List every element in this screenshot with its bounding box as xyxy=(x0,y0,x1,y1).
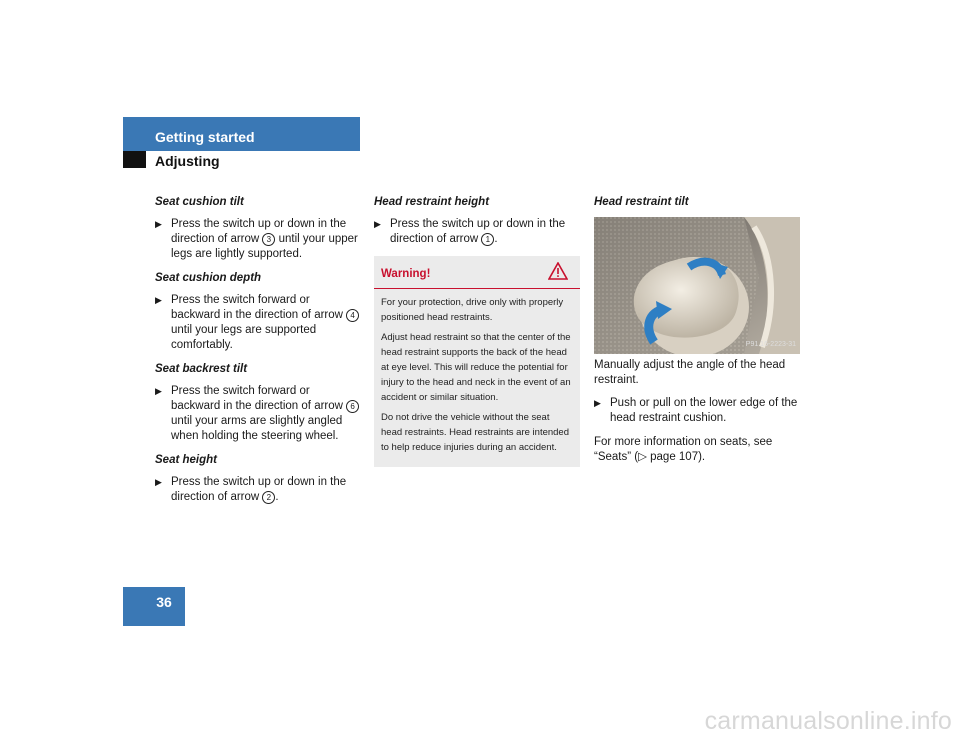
instruction-seat-cushion-depth: ▶ Press the switch forward or backward in the direction of arrow 4 until your legs are supported comfortably. xyxy=(155,293,360,353)
heading-seat-height: Seat height xyxy=(155,454,217,466)
bullet-arrow-icon: ▶ xyxy=(155,477,162,487)
arrow-number-badge: 4 xyxy=(346,309,359,322)
column-middle xyxy=(374,195,580,467)
arrow-number-badge: 2 xyxy=(262,491,275,504)
warning-label: Warning! xyxy=(381,268,431,280)
heading-head-restraint-height: Head restraint height xyxy=(374,196,490,208)
body-paragraph: Manually adjust the angle of the head restraint. xyxy=(594,359,786,386)
heading-head-restraint-tilt: Head restraint tilt xyxy=(594,196,689,208)
warning-triangle-icon xyxy=(548,262,568,280)
heading-seat-cushion-depth: Seat cushion depth xyxy=(155,272,262,284)
head-restraint-photo xyxy=(594,217,800,354)
instruction-head-restraint-height: ▶ Press the switch up or down in the direction of arrow 1 . xyxy=(374,218,566,245)
head-restraint-illustration xyxy=(594,217,800,354)
column-right xyxy=(594,195,804,473)
warning-box xyxy=(374,256,580,467)
watermark: carmanualsonline.info xyxy=(704,707,952,735)
warning-header xyxy=(374,256,580,289)
arrow-number-badge: 6 xyxy=(346,400,359,413)
photo-reference-code: P91.16-2223-31 xyxy=(745,341,796,348)
arrow-number-badge: 1 xyxy=(481,233,494,246)
bullet-arrow-icon: ▶ xyxy=(155,219,162,229)
bullet-arrow-icon: ▶ xyxy=(374,219,381,229)
section-title: Getting started xyxy=(155,129,255,145)
instruction-head-restraint-tilt: ▶ Push or pull on the lower edge of the head restraint cushion. xyxy=(594,397,798,424)
column-left xyxy=(155,195,360,514)
bullet-arrow-icon: ▶ xyxy=(155,295,162,305)
heading-seat-cushion-tilt: Seat cushion tilt xyxy=(155,196,244,208)
instruction-seat-cushion-tilt: ▶ Press the switch up or down in the direction of arrow 3 until your upper legs are lightly supported. xyxy=(155,218,358,260)
bullet-arrow-icon: ▶ xyxy=(155,386,162,396)
heading-seat-backrest-tilt: Seat backrest tilt xyxy=(155,363,248,375)
warning-paragraph: Do not drive the vehicle without the seat head restraints. Head restraints are intended to help reduce injuries during an accident. xyxy=(381,412,569,453)
bullet-arrow-icon: ▶ xyxy=(594,398,601,408)
instruction-seat-backrest-tilt: ▶ Press the switch forward or backward in the direction of arrow 6 until your arms are slightly angled when holding the steering wheel. xyxy=(155,384,360,444)
arrow-number-badge: 3 xyxy=(262,233,275,246)
warning-paragraph: Adjust head restraint so that the center of the head restraint supports the back of the head at eye level. This will reduce the potential for injury to the head and neck in the event of an accident or similar situation. xyxy=(381,332,571,403)
instruction-seat-height: ▶ Press the switch up or down in the direction of arrow 2 . xyxy=(155,476,347,503)
subsection-title: Adjusting xyxy=(155,153,220,169)
cross-reference-paragraph: For more information on seats, see “Seats” (▷ page 107). xyxy=(594,436,773,463)
subsection-marker xyxy=(123,151,146,168)
warning-body xyxy=(374,289,580,455)
warning-paragraph: For your protection, drive only with properly positioned head restraints. xyxy=(381,297,564,323)
page-number: 36 xyxy=(156,594,172,610)
